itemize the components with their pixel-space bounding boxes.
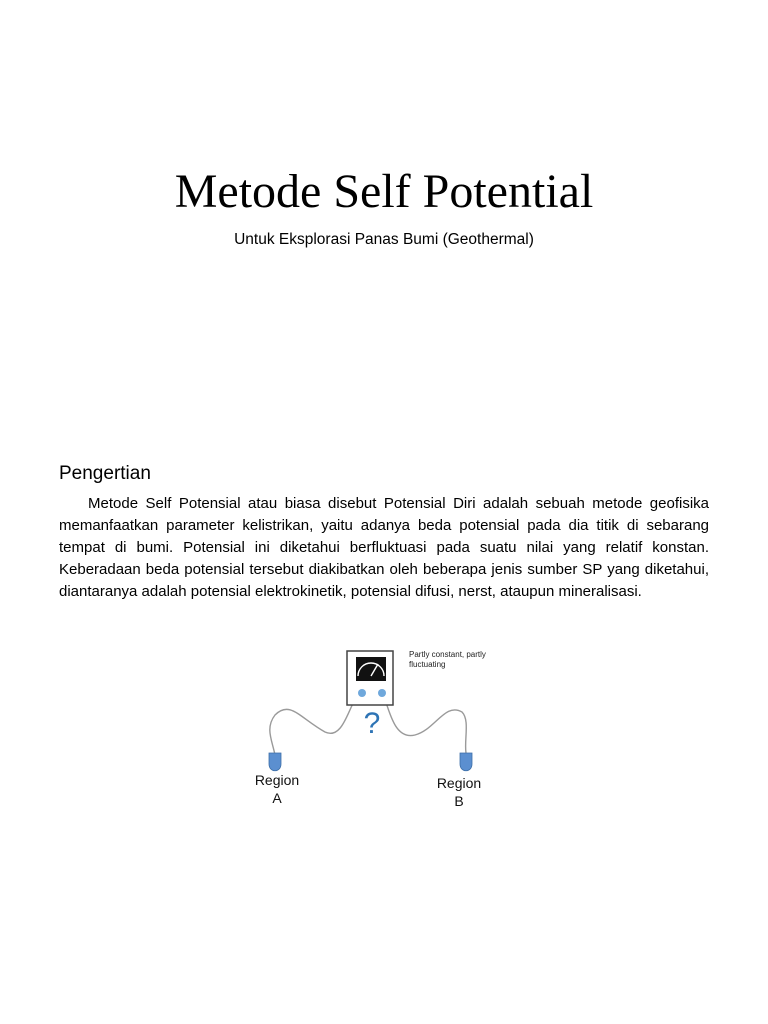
meter-note: Partly constant, partly fluctuating <box>409 650 486 669</box>
region-a-label: Region A <box>254 772 300 806</box>
knob-right <box>378 689 386 697</box>
section-heading: Pengertian <box>59 463 151 484</box>
electrode-b-icon <box>460 753 472 771</box>
region-b-label: Region B <box>436 775 482 809</box>
knob-left <box>358 689 366 697</box>
document-title: Metode Self Potential <box>174 165 594 218</box>
wire-right <box>385 700 466 753</box>
section-paragraph: Metode Self Potensial atau biasa disebut Potensial Diri adalah sebuah metode geofisika memanfaatkan parameter kelistrikan, yaitu adanya beda potensial pada dia titik di sebarang tempat di bumi. Potensial ini diketahui berfluktuasi pada suatu nilai yang relatif konstan. Keberadaan beda potensial tersebut diakibatkan oleh beberapa jenis sumber SP yang diketahui, diantaranya adalah potensial elektrokinetik, potensial difusi, nerst, ataupun mineralisasi. <box>59 495 709 600</box>
question-mark: ? <box>363 707 381 740</box>
electrode-a-icon <box>269 753 281 771</box>
wire-left <box>270 700 355 755</box>
voltmeter-icon <box>347 651 393 705</box>
document-subtitle: Untuk Eksplorasi Panas Bumi (Geothermal) <box>234 231 534 248</box>
